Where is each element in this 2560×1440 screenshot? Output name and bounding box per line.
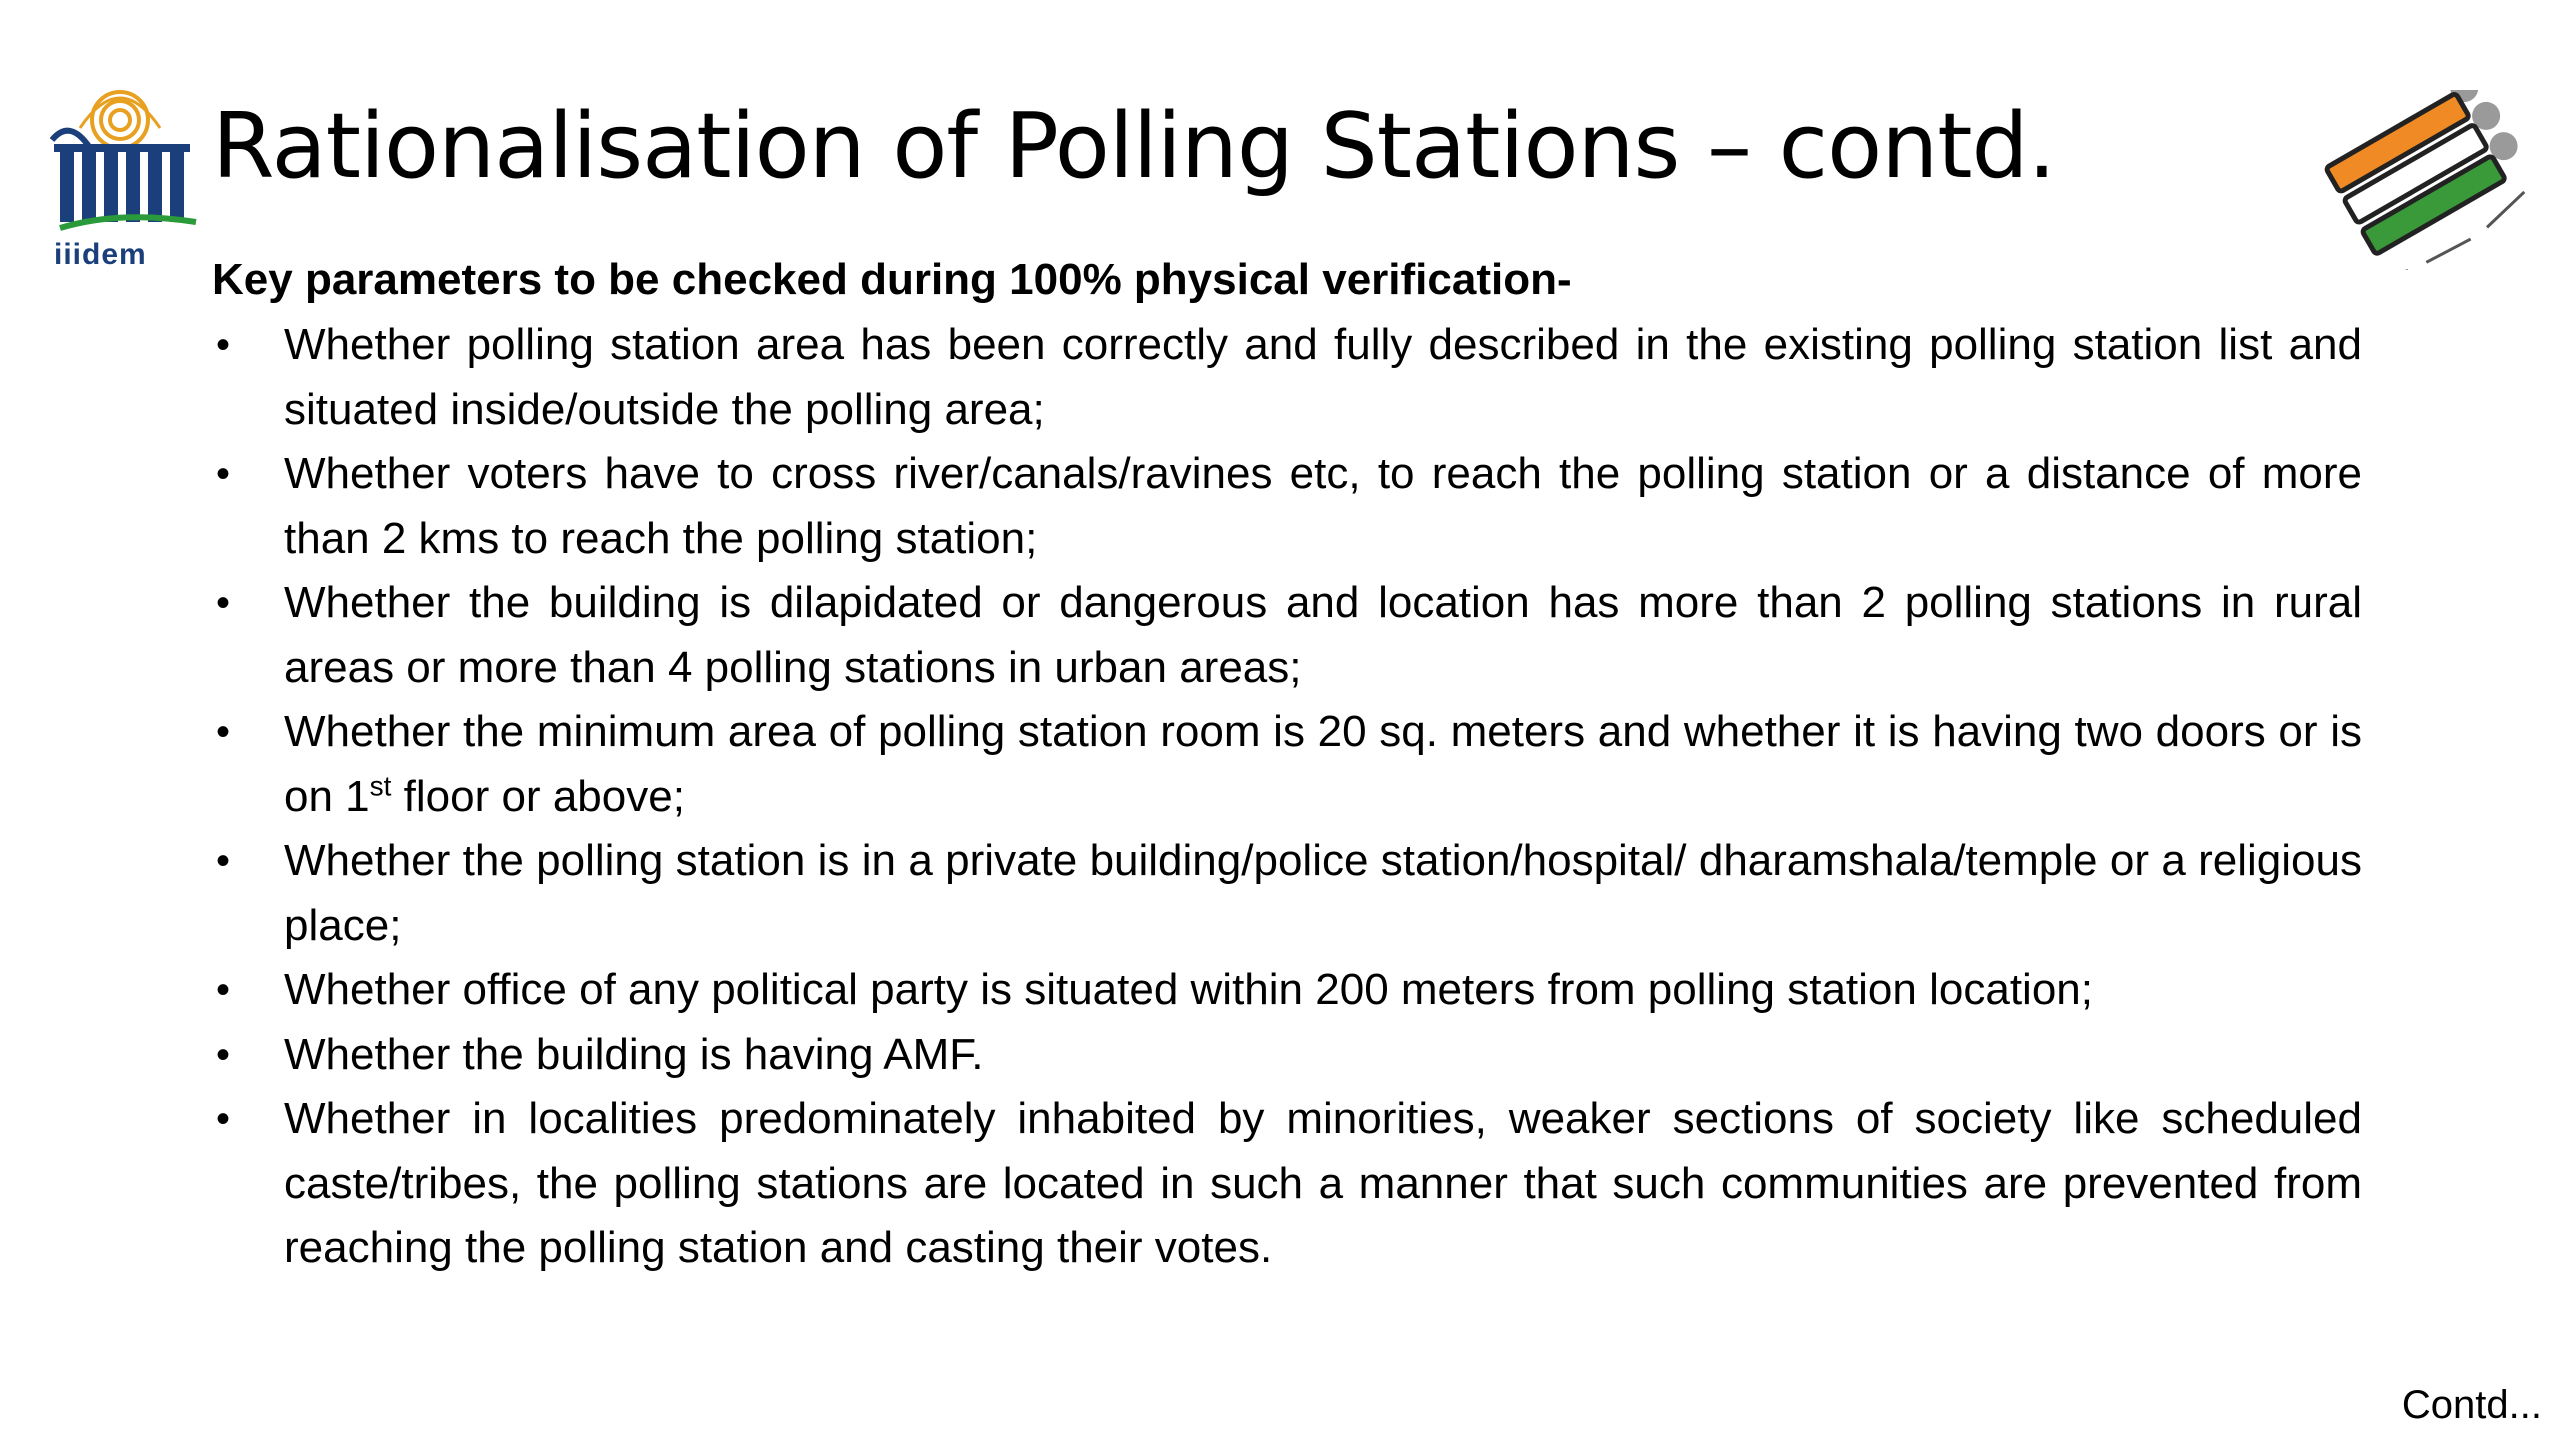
list-item [212,958,2362,1023]
list-item [212,829,2362,958]
list-item [212,313,2362,442]
list-item [212,442,2362,571]
slide-title: Rationalisation of Polling Stations – contd. [212,94,2056,199]
bullet-icon: • [216,1097,231,1141]
list-item-text [284,707,2362,821]
eci-logo [2305,90,2560,270]
bullet-icon: • [216,1032,231,1077]
eci-emblem-icon [2305,90,2560,270]
bullet-icon: • [216,452,231,496]
list-item-text-part: Whether the minimum area of polling station room is 20 sq. meters and whether it is having two doors or is on 1 [284,707,2362,821]
list-item-text: Whether the polling station is in a private building/police station/hospital/ dharamshala/temple or a religious place; [284,836,2362,950]
list-item-text: Whether voters have to cross river/canals/ravines etc, to reach the polling station or a distance of more than 2 kms to reach the polling station; [284,449,2362,563]
list-item [212,700,2362,829]
list-item [212,571,2362,700]
iiidem-wordmark: iiidem [54,238,147,271]
list-item-text: Whether polling station area has been correctly and fully described in the existing polling station list and situated inside/outside the polling area; [284,320,2362,434]
list-item-text: Whether the building is dilapidated or dangerous and location has more than 2 polling stations in rural areas or more than 4 polling stations in urban areas; [284,578,2362,692]
bullet-icon: • [216,323,231,367]
list-item-text-part: floor or above; [391,771,685,821]
superscript-ordinal: st [369,769,392,801]
list-item [212,1023,2362,1088]
iiidem-emblem-icon [40,78,200,238]
bullet-icon: • [216,581,231,625]
bullet-icon: • [216,968,231,1012]
slide-subtitle: Key parameters to be checked during 100% physical verification- [212,255,1572,304]
continued-marker: Contd... [2401,1383,2542,1427]
list-item [212,1087,2362,1281]
parameter-list [212,313,2362,1281]
bullet-icon: • [216,839,231,883]
list-item-text: Whether in localities predominately inhabited by minorities, weaker sections of society like scheduled caste/tribes, the polling stations are located in such a manner that such communities are prevented from reaching the polling station and casting their votes. [284,1094,2362,1272]
list-item-text: Whether the building is having AMF. [284,1029,984,1079]
iiidem-logo [40,78,200,278]
list-item-text: Whether office of any political party is situated within 200 meters from polling station location; [284,965,2093,1014]
bullet-icon: • [216,710,231,754]
